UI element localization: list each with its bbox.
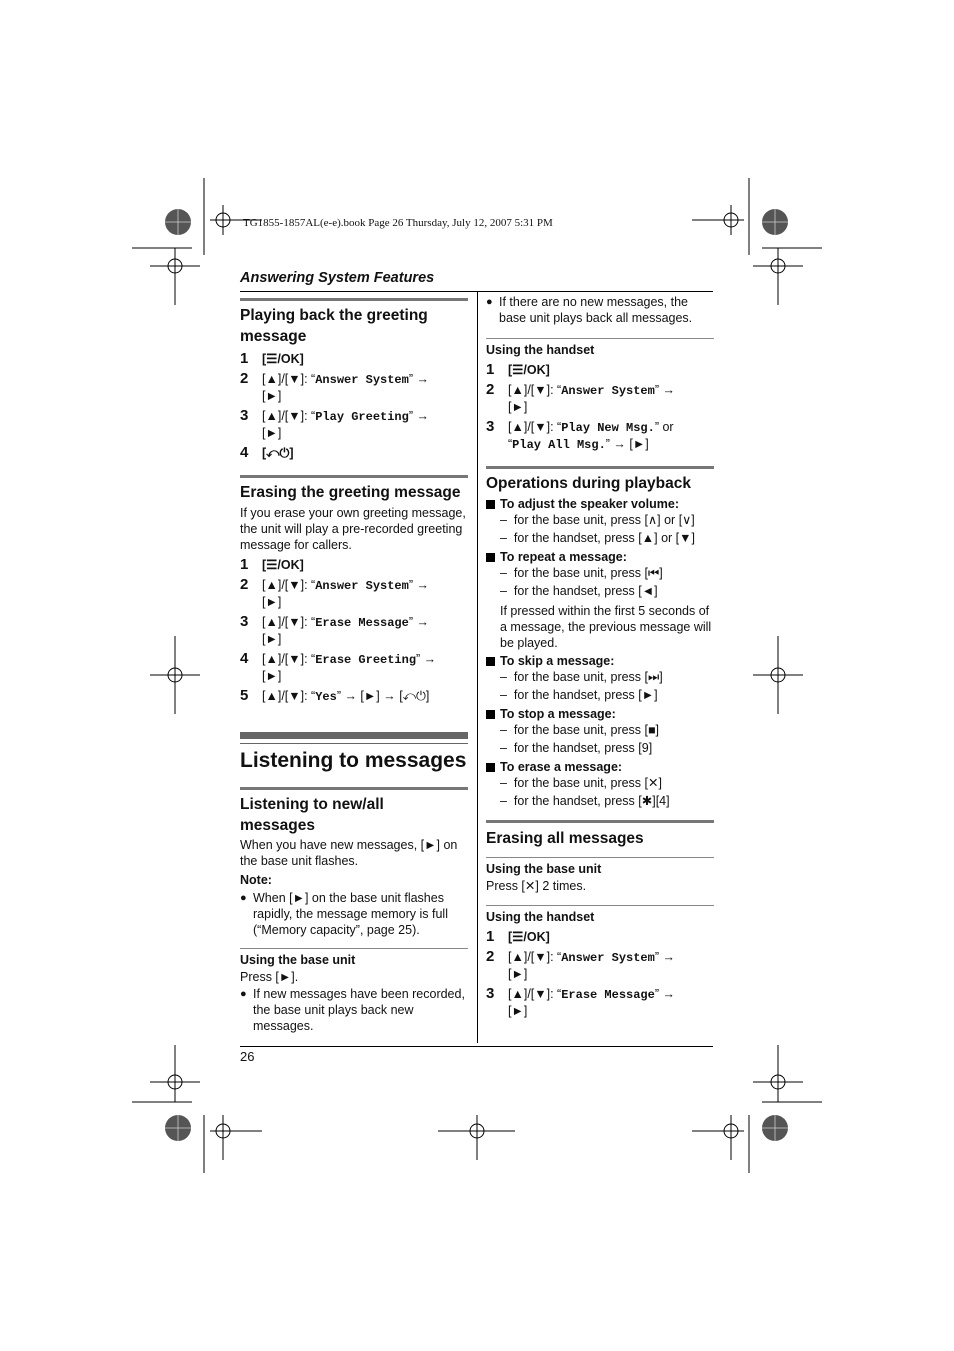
- square-bullet-icon: [486, 763, 495, 772]
- section-bar: [486, 466, 714, 469]
- section-bar: [240, 298, 468, 301]
- subsection-rule: [240, 948, 468, 949]
- op-item: To stop a message: – for the base unit, press [■] – for the handset, press [9]: [486, 707, 714, 757]
- chapter-bar: [240, 732, 468, 739]
- step: 4 [⤺⏻]: [240, 444, 294, 461]
- no-new-bullet: ● If there are no new messages, the base unit plays back all messages.: [486, 295, 693, 325]
- subsection-rule: [486, 338, 714, 339]
- note-label: Note:: [240, 873, 272, 887]
- section-bar: [486, 820, 714, 823]
- step: 2 [▲]/[▼]: “Answer System” → [►]: [240, 576, 429, 609]
- step: 3 [▲]/[▼]: “Erase Message” → [►]: [486, 985, 675, 1018]
- listen-new-title: Listening to new/all messages: [240, 796, 384, 834]
- step: 4 [▲]/[▼]: “Erase Greeting” → [►]: [240, 650, 437, 683]
- ops-list: [486, 497, 714, 810]
- right-column: [486, 294, 714, 1019]
- base-bullet: ● If new messages have been recorded, the base unit plays back new messages.: [240, 987, 465, 1033]
- step: 1 [☰/OK]: [486, 928, 550, 945]
- erase-all-title: Erasing all messages: [486, 830, 644, 847]
- erase-all-base-head: Using the base unit: [486, 862, 602, 876]
- op-item: To adjust the speaker volume: – for the base unit, press [∧] or [∨] – for the handset, press [▲] or [▼]: [486, 497, 714, 547]
- step: 5 [▲]/[▼]: “Yes” → [►] → [⤺⏻]: [240, 687, 430, 704]
- step: 1 [☰/OK]: [240, 350, 304, 367]
- step: 2 [▲]/[▼]: “Answer System” → [►]: [240, 370, 429, 403]
- step: 3 [▲]/[▼]: “Play Greeting” → [►]: [240, 407, 429, 440]
- ops-title: Operations during playback: [486, 475, 691, 492]
- erase-greeting-steps: [240, 557, 468, 705]
- erase-all-steps: [486, 929, 714, 1019]
- page-number: 26: [240, 1049, 255, 1064]
- base-press: Press [►].: [240, 970, 299, 984]
- square-bullet-icon: [486, 657, 495, 666]
- subsection-rule: [486, 857, 714, 858]
- section-bar: [240, 475, 468, 478]
- play-greeting-steps: [240, 351, 468, 461]
- footer-rule: [240, 1046, 713, 1047]
- bullet-icon: ●: [240, 988, 247, 1000]
- listen-new-intro: When you have new messages, [►] on the base unit flashes.: [240, 838, 458, 868]
- bullet-icon: ●: [240, 892, 247, 904]
- column-divider: [477, 292, 478, 1043]
- header-stamp: TG1855-1857AL(e-e).book Page 26 Thursday, July 12, 2007 5:31 PM: [243, 217, 553, 229]
- left-column: [240, 298, 468, 1034]
- section-title: Answering System Features: [240, 270, 435, 286]
- step: 2 [▲]/[▼]: “Answer System” → [►]: [486, 948, 675, 981]
- erase-all-base-text: Press [✕] 2 times.: [486, 879, 587, 893]
- note-bullet: ● When [►] on the base unit flashes rapidly, the message memory is full (“Memory capacity”, page 25).: [240, 891, 448, 937]
- section-bar: [240, 787, 468, 790]
- chapter-title: Listening to messages: [240, 749, 467, 772]
- square-bullet-icon: [486, 500, 495, 509]
- square-bullet-icon: [486, 553, 495, 562]
- step: 1 [☰/OK]: [486, 361, 550, 378]
- subsection-rule: [486, 905, 714, 906]
- base-unit-head: Using the base unit: [240, 953, 356, 967]
- handset-head: Using the handset: [486, 343, 595, 357]
- op-item: To skip a message: – for the base unit, press [⏭] – for the handset, press [►]: [486, 654, 714, 704]
- erase-all-handset-head: Using the handset: [486, 910, 595, 924]
- erase-greeting-title: Erasing the greeting message: [240, 484, 461, 501]
- step: 3 [▲]/[▼]: “Play New Msg.” or “Play All Msg.” → [►]: [486, 418, 674, 452]
- step: 1 [☰/OK]: [240, 556, 304, 573]
- op-item: To erase a message: – for the base unit, press [✕] – for the handset, press [✱][4]: [486, 760, 714, 810]
- bullet-icon: ●: [486, 296, 493, 308]
- erase-greeting-intro: If you erase your own greeting message, the unit will play a pre-recorded greeting message for callers.: [240, 506, 466, 552]
- play-greeting-title: Playing back the greeting message: [240, 307, 428, 345]
- step: 2 [▲]/[▼]: “Answer System” → [►]: [486, 381, 675, 414]
- step: 3 [▲]/[▼]: “Erase Message” → [►]: [240, 613, 429, 646]
- op-item: To repeat a message: – for the base unit, press [⏮] – for the handset, press [◄] If pressed within the first 5 seconds of a message, the previous message will be played.: [486, 550, 714, 651]
- handset-steps: [486, 362, 714, 453]
- square-bullet-icon: [486, 710, 495, 719]
